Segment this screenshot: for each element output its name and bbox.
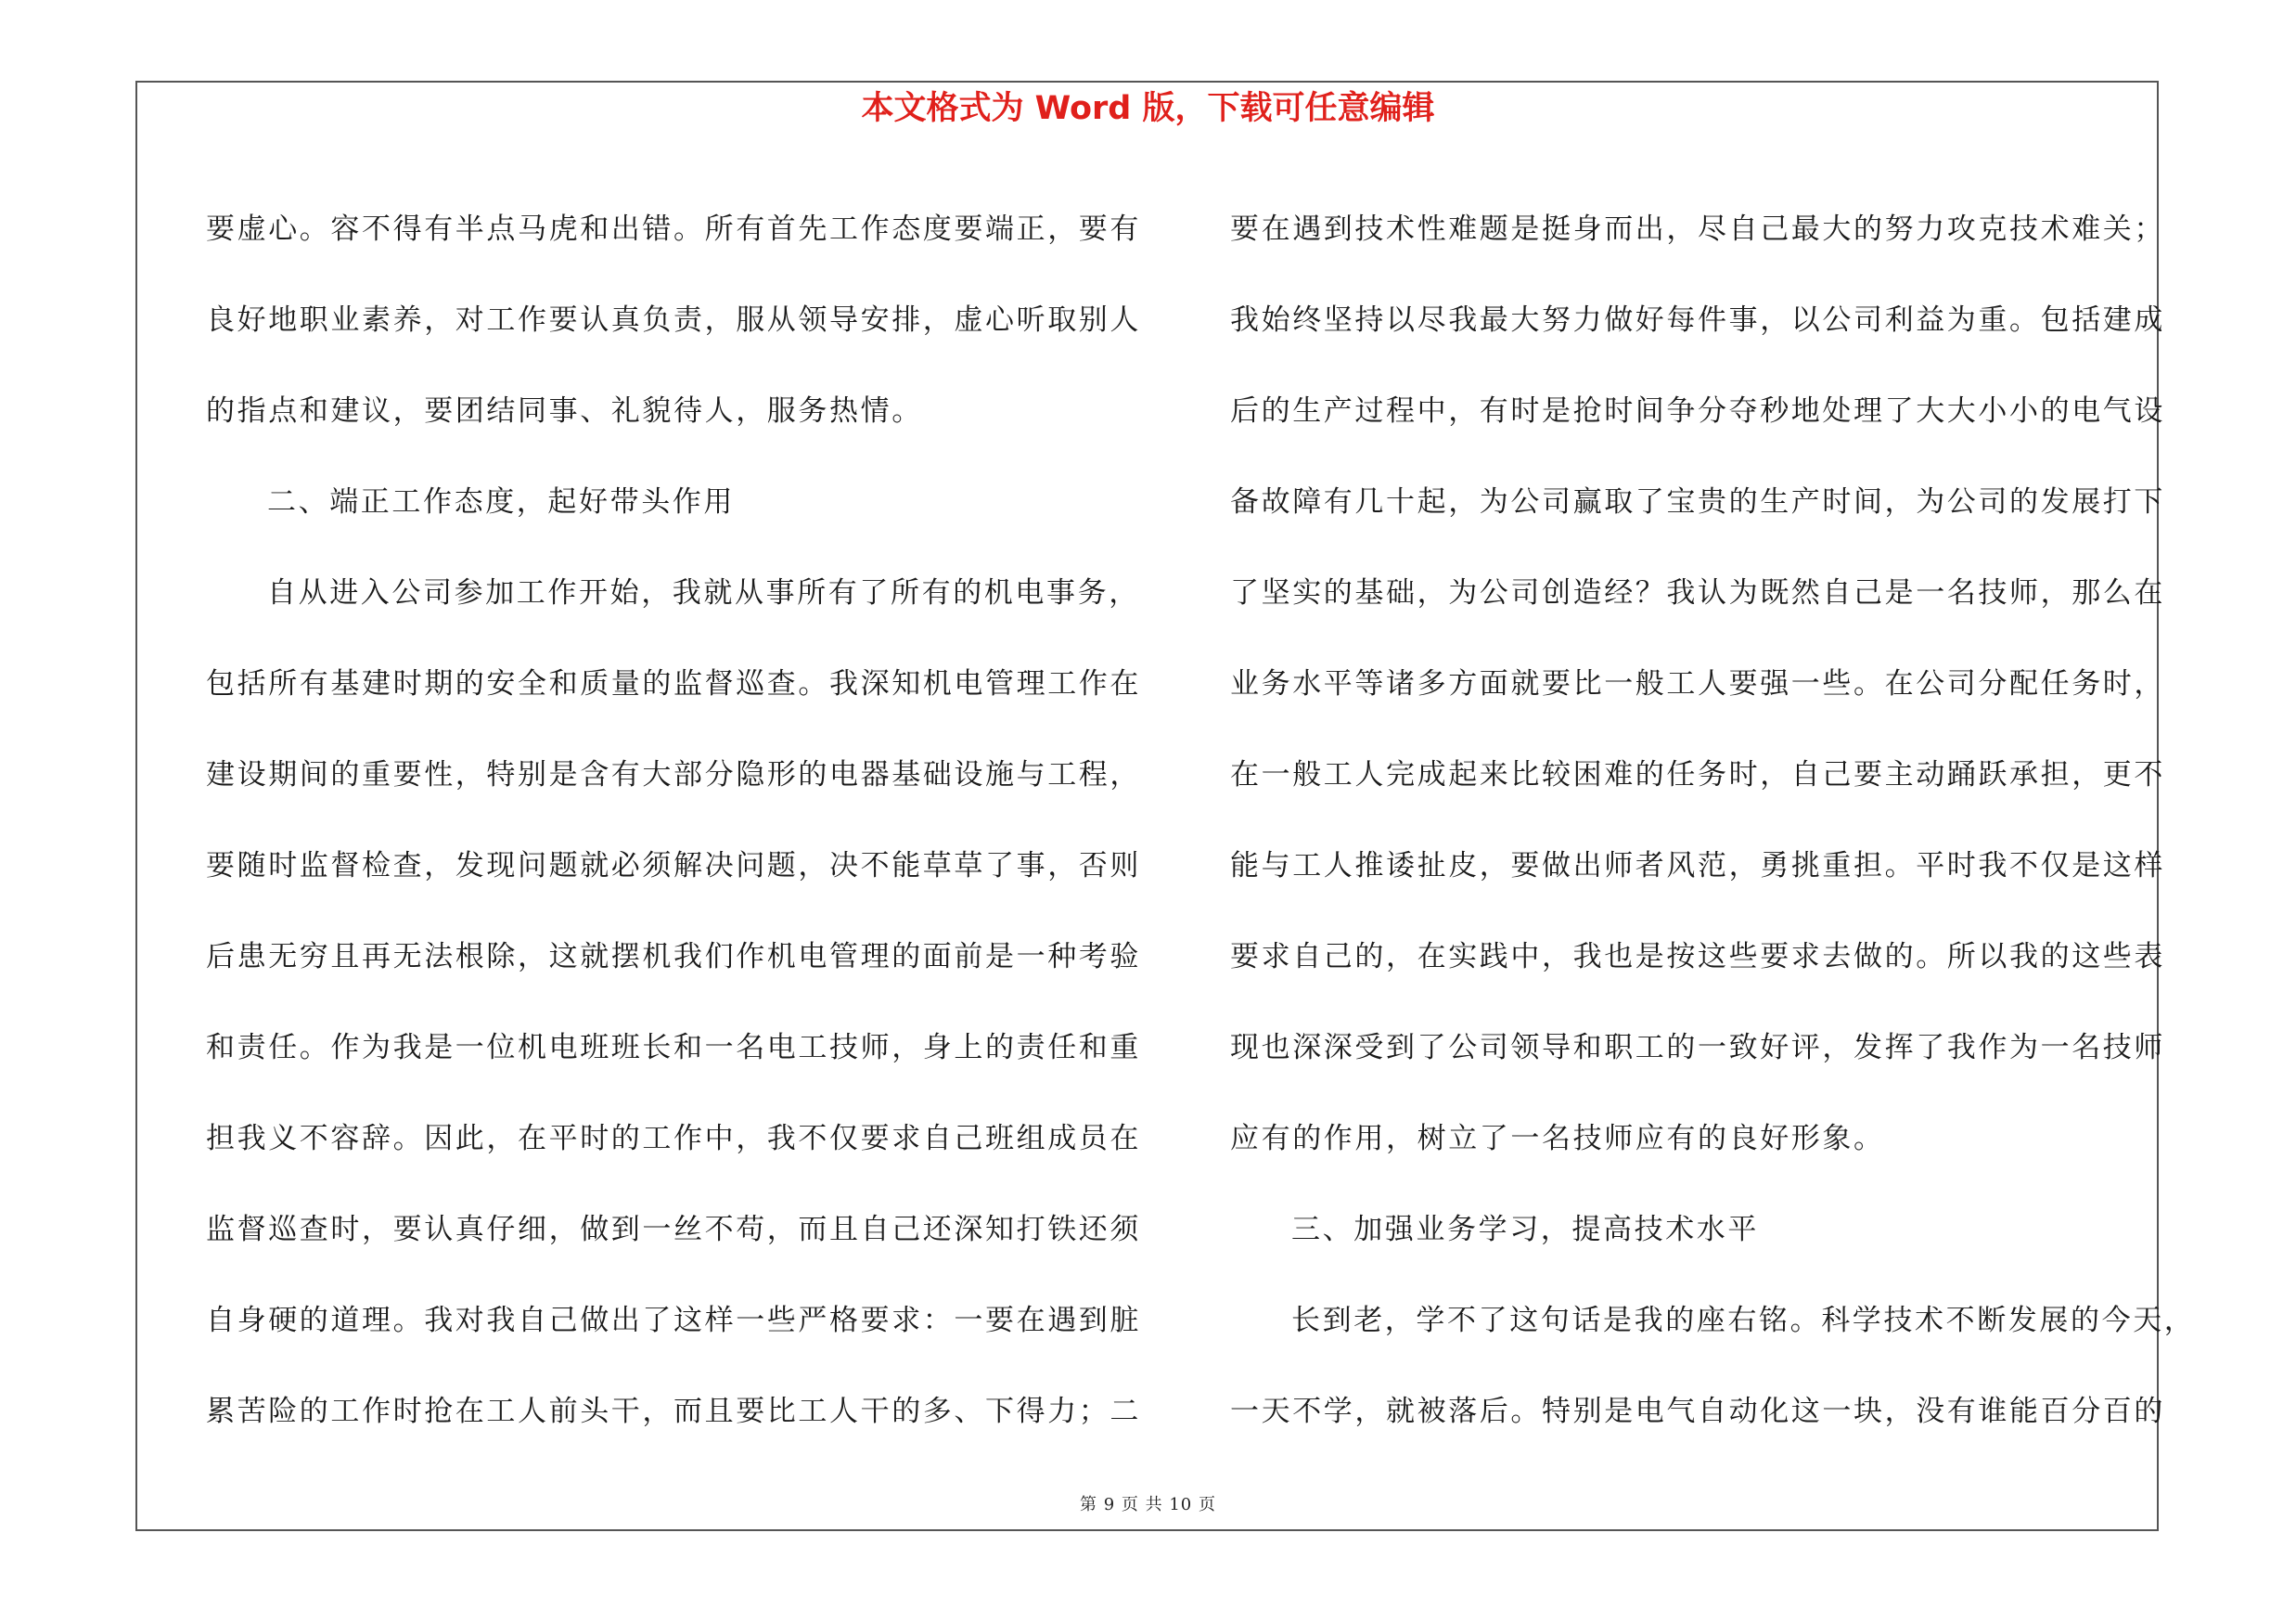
text-line: 累苦险的工作时抢在工人前头干，而且要比工人干的多、下得力；二	[206, 1395, 1141, 1428]
text-line: 长到老，学不了这句话是我的座右铭。科学技术不断发展的今天，	[1291, 1304, 2196, 1337]
text-line: 备故障有几十起，为公司赢取了宝贵的生产时间，为公司的发展打下	[1230, 485, 2165, 519]
text-line: 应有的作用，树立了一名技师应有的良好形象。	[1230, 1122, 1885, 1155]
text-line: 和责任。作为我是一位机电班班长和一名电工技师，身上的责任和重	[206, 1031, 1141, 1064]
text-line: 良好地职业素养，对工作要认真负责，服从领导安排，虚心听取别人	[206, 303, 1141, 337]
document-banner: 本文格式为 Word 版，下载可任意编辑	[861, 90, 1435, 127]
text-line: 我始终坚持以尽我最大努力做好每件事，以公司利益为重。包括建成	[1230, 303, 2165, 337]
text-line: 要随时监督检查，发现问题就必须解决问题，决不能草草了事，否则	[206, 849, 1141, 882]
text-line: 包括所有基建时期的安全和质量的监督巡查。我深知机电管理工作在	[206, 667, 1141, 701]
text-line: 自从进入公司参加工作开始，我就从事所有了所有的机电事务，	[267, 576, 1140, 610]
text-line: 在一般工人完成起来比较困难的任务时，自己要主动踊跃承担，更不	[1230, 758, 2165, 792]
text-line: 要在遇到技术性难题是挺身而出，尽自己最大的努力攻克技术难关；	[1230, 213, 2165, 246]
text-line: 担我义不容辞。因此，在平时的工作中，我不仅要求自己班组成员在	[206, 1122, 1141, 1155]
text-line: 了坚实的基础，为公司创造经？我认为既然自己是一名技师，那么在	[1230, 576, 2165, 610]
text-line: 现也深深受到了公司领导和职工的一致好评，发挥了我作为一名技师	[1230, 1031, 2165, 1064]
left-text-column	[206, 184, 1143, 1457]
right-text-column	[1230, 184, 2196, 1457]
text-line: 自身硬的道理。我对我自己做出了这样一些严格要求：一要在遇到脏	[206, 1304, 1141, 1337]
text-line: 的指点和建议，要团结同事、礼貌待人，服务热情。	[206, 394, 923, 428]
text-line: 建设期间的重要性，特别是含有大部分隐形的电器基础设施与工程，	[206, 758, 1141, 792]
page-number: 第 9 页 共 10 页	[1080, 1495, 1216, 1514]
text-line: 后患无穷且再无法根除，这就摆机我们作机电管理的面前是一种考验	[206, 940, 1141, 973]
text-line: 能与工人推诿扯皮，要做出师者风范，勇挑重担。平时我不仅是这样	[1230, 849, 2165, 882]
text-line: 业务水平等诸多方面就要比一般工人要强一些。在公司分配任务时，	[1230, 667, 2165, 701]
section-heading: 二、端正工作态度，起好带头作用	[267, 485, 735, 519]
text-line: 要虚心。容不得有半点马虎和出错。所有首先工作态度要端正，要有	[206, 213, 1141, 246]
text-line: 要求自己的，在实践中，我也是按这些要求去做的。所以我的这些表	[1230, 940, 2165, 973]
text-line: 一天不学，就被落后。特别是电气自动化这一块，没有谁能百分百的	[1230, 1395, 2165, 1428]
text-line: 监督巡查时，要认真仔细，做到一丝不苟，而且自己还深知打铁还须	[206, 1213, 1141, 1246]
section-heading: 三、加强业务学习，提高技术水平	[1291, 1213, 1759, 1246]
text-line: 后的生产过程中，有时是抢时间争分夺秒地处理了大大小小的电气设	[1230, 394, 2165, 428]
